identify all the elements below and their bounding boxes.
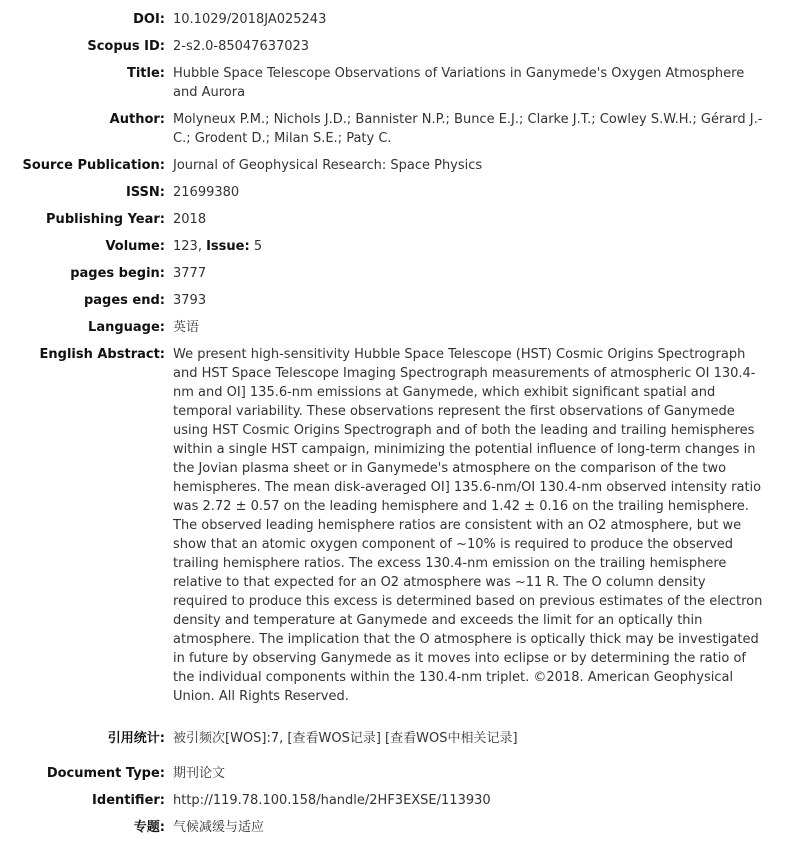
volume-label: Volume: [105,239,165,254]
pages-end-value: 3793 [173,293,207,308]
pages-begin-value: 3777 [173,266,207,281]
topic-label: 专题: [133,820,165,835]
publishing-year-value: 2018 [173,212,207,227]
volume-row [0,237,786,264]
issn-label: ISSN: [125,185,165,200]
source-publication-value: Journal of Geophysical Research: Space Physics [173,158,483,173]
author-row [0,110,786,156]
topic-row [0,818,786,845]
issn-row [0,183,786,210]
identifier-label: Identifier: [92,793,165,808]
pages-end-row [0,291,786,318]
language-value: 英语 [173,320,200,335]
doi-value: 10.1029/2018JA025243 [173,12,327,27]
scopus-id-row [0,37,786,64]
identifier-row [0,791,786,818]
citation-label: 引用统计: [107,731,165,746]
language-label: Language: [88,320,165,335]
publishing-year-label: Publishing Year: [46,212,165,227]
citation-count: 被引频次[WOS]:7, [173,731,284,746]
pages-begin-row [0,264,786,291]
document-type-value: 期刊论文 [173,766,226,781]
issue-label: Issue: [206,239,250,254]
publishing-year-row [0,210,786,237]
identifier-link[interactable]: http://119.78.100.158/handle/2HF3EXSE/113930 [173,793,491,808]
title-label: Title: [126,66,165,81]
abstract-text: We present high-sensitivity Hubble Space Telescope (HST) Cosmic Origins Spectrograph and HST Space Telescope Imaging Spectrograph measurements of atmospheric OI 130.4-nm and OI] 135.6-nm emissions at Ganymede, which exhibit significant spatial and temporal variability. These observations represent the first observations of Ganymede using HST Cosmic Origins Spectrograph and of both the leading and trailing hemispheres within a single HST campaign, minimizing the potential influence of long-term changes in the Jovian plasma sheet or in Ganymede's atmosphere on the comparison of the two hemispheres. The mean disk-averaged OI] 135.6-nm/OI 130.4-nm observed intensity ratio was 2.72 ± 0.57 on the leading hemisphere and 1.42 ± 0.16 on the trailing hemisphere. The observed leading hemisphere ratios are consistent with an O2 atmosphere, but we show that an atomic oxygen component of ~10% is required to produce the observed trailing hemisphere ratios. The excess 130.4-nm emission on the trailing hemisphere relative to that expected for an O2 atmosphere was ~11 R. The O column density required to produce this excess is determined based on previous estimates of the electron density and temperature at Ganymede and exceeds the limit for an optically thin atmosphere. The implication that the O atmosphere is optically thick may be investigated in future by observing Ganymede as it moves into eclipse or by determining the ratio of the individual components within the 130.4-nm triplet. ©2018. American Geophysical Union. All Rights Reserved. [173,347,763,704]
document-type-row [0,764,786,791]
title-value: Hubble Space Telescope Observations of Variations in Ganymede's Oxygen Atmosphere and Aurora [173,66,745,100]
language-row [0,318,786,345]
doi-row [0,10,786,37]
topic-value [173,818,763,837]
topic-link[interactable]: 气候减缓与适应 [173,820,265,835]
scopus-id-value: 2-s2.0-85047637023 [173,39,310,54]
author-value: Molyneux P.M.; Nichols J.D.; Bannister N.P.; Bunce E.J.; Clarke J.T.; Cowley S.W.H.; Gérard J.-C.; Grodent D.; Milan S.E.; Paty C. [173,112,763,146]
volume-value: 123, [173,239,202,254]
view-wos-record-link[interactable]: [查看WOS记录] [287,731,381,746]
pages-end-label: pages end: [83,293,165,308]
doi-label: DOI: [133,12,165,27]
author-label: Author: [109,112,165,127]
identifier-value [173,791,763,810]
source-publication-row [0,156,786,183]
title-row [0,64,786,110]
citation-row [0,729,786,764]
issn-value: 21699380 [173,185,240,200]
view-wos-related-link[interactable]: [查看WOS中相关记录] [385,731,518,746]
abstract-row [0,345,786,729]
issue-value: 5 [253,239,263,254]
citation-value [173,729,763,748]
scopus-id-label: Scopus ID: [87,39,165,54]
pages-begin-label: pages begin: [70,266,165,281]
source-publication-label: Source Publication: [22,158,165,173]
volume-issue-value [173,237,763,256]
document-type-label: Document Type: [46,766,165,781]
abstract-label: English Abstract: [39,347,165,362]
